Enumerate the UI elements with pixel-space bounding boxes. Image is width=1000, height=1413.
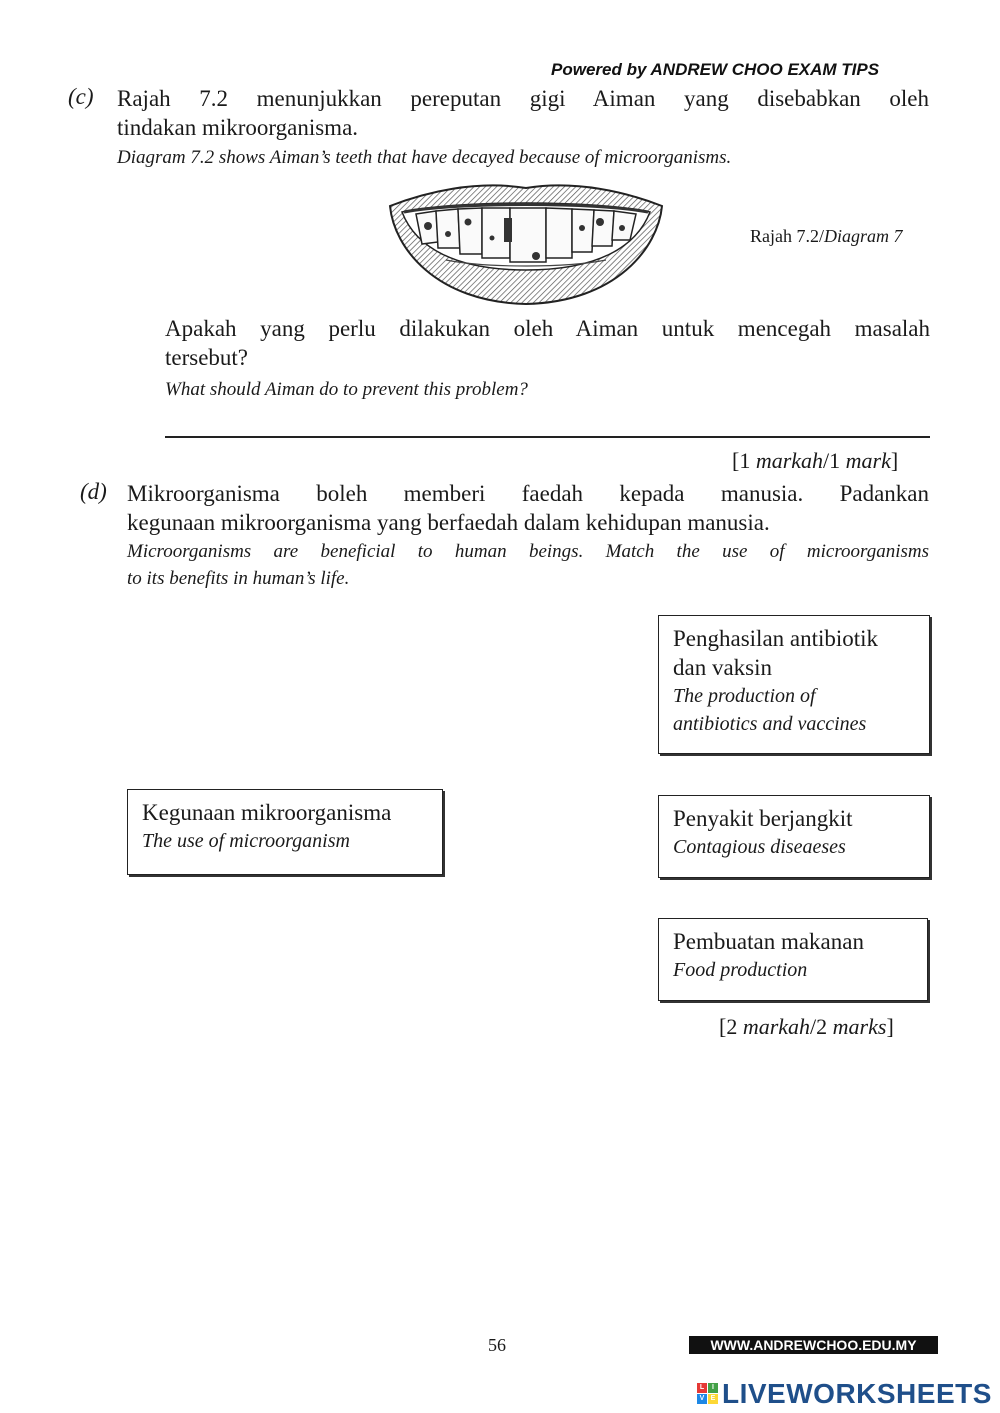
question-d-ms-line2: kegunaan mikroorganisma yang berfaedah dalam kehidupan manusia. [127, 510, 770, 535]
logo-letter-i: I [708, 1383, 718, 1393]
match-target-contagious-diseases[interactable] [658, 795, 930, 878]
page-number: 56 [488, 1335, 506, 1355]
decayed-teeth-diagram [386, 178, 666, 308]
target-antibiotics-en-line1: The production of [673, 685, 816, 707]
answer-input-c[interactable] [165, 410, 930, 438]
question-d-en-line2: to its benefits in human’s life. [127, 568, 350, 589]
diagram-caption: Rajah 7.2/Diagram 7 [750, 226, 903, 246]
logo-letter-v: V [697, 1394, 707, 1404]
question-c-ms-line2: tindakan mikroorganisma. [117, 115, 359, 140]
target-food-en: Food production [673, 959, 808, 981]
match-source-box[interactable] [127, 789, 443, 875]
target-antibiotics-en-line2: antibiotics and vaccines [673, 713, 867, 735]
target-food-ms: Pembuatan makanan [673, 929, 864, 954]
question-d-marks: [2 markah/2 marks] [719, 1014, 894, 1039]
question-c-prompt-ms-line2: tersebut? [165, 345, 249, 370]
target-antibiotics-ms-line2: dan vaksin [673, 655, 773, 680]
target-contagious-en: Contagious diseaeses [673, 836, 846, 858]
liveworksheets-brand: LIVEWORKSHEETS [722, 1378, 992, 1409]
website-banner: WWW.ANDREWCHOO.EDU.MY [689, 1336, 938, 1354]
question-d-en-line1: Microorganisms are beneficial to human beings. Match the use of microorganisms [127, 541, 929, 562]
question-d-ms-line1: Mikroorganisma boleh memberi faedah kepada manusia. Padankan [127, 481, 929, 506]
target-antibiotics-ms-line1: Penghasilan antibiotik [673, 626, 879, 651]
question-c-prompt-en: What should Aiman do to prevent this problem? [165, 379, 528, 400]
source-box-ms: Kegunaan mikroorganisma [142, 800, 392, 825]
match-target-food-production[interactable] [658, 918, 928, 1001]
logo-letter-l: L [697, 1383, 707, 1393]
question-c-marks: [1 markah/1 mark] [732, 448, 899, 473]
question-c-en-text: Diagram 7.2 shows Aiman’s teeth that have decayed because of microorganisms. [117, 147, 732, 168]
powered-by-banner: Powered by ANDREW CHOO EXAM TIPS [551, 60, 880, 79]
question-c-label: (c) [68, 84, 94, 109]
question-c-ms-line1: Rajah 7.2 menunjukkan pereputan gigi Aiman yang disebabkan oleh [117, 86, 929, 111]
logo-letter-e: E [708, 1394, 718, 1404]
question-c-prompt-ms-line1: Apakah yang perlu dilakukan oleh Aiman untuk mencegah masalah [165, 316, 930, 341]
target-contagious-ms: Penyakit berjangkit [673, 806, 853, 831]
liveworksheets-logo-icon [697, 1383, 719, 1405]
match-target-antibiotics[interactable] [658, 615, 930, 754]
source-box-en: The use of microorganism [142, 830, 350, 852]
question-d-label: (d) [80, 479, 107, 504]
decayed-teeth-illustration [386, 178, 666, 308]
